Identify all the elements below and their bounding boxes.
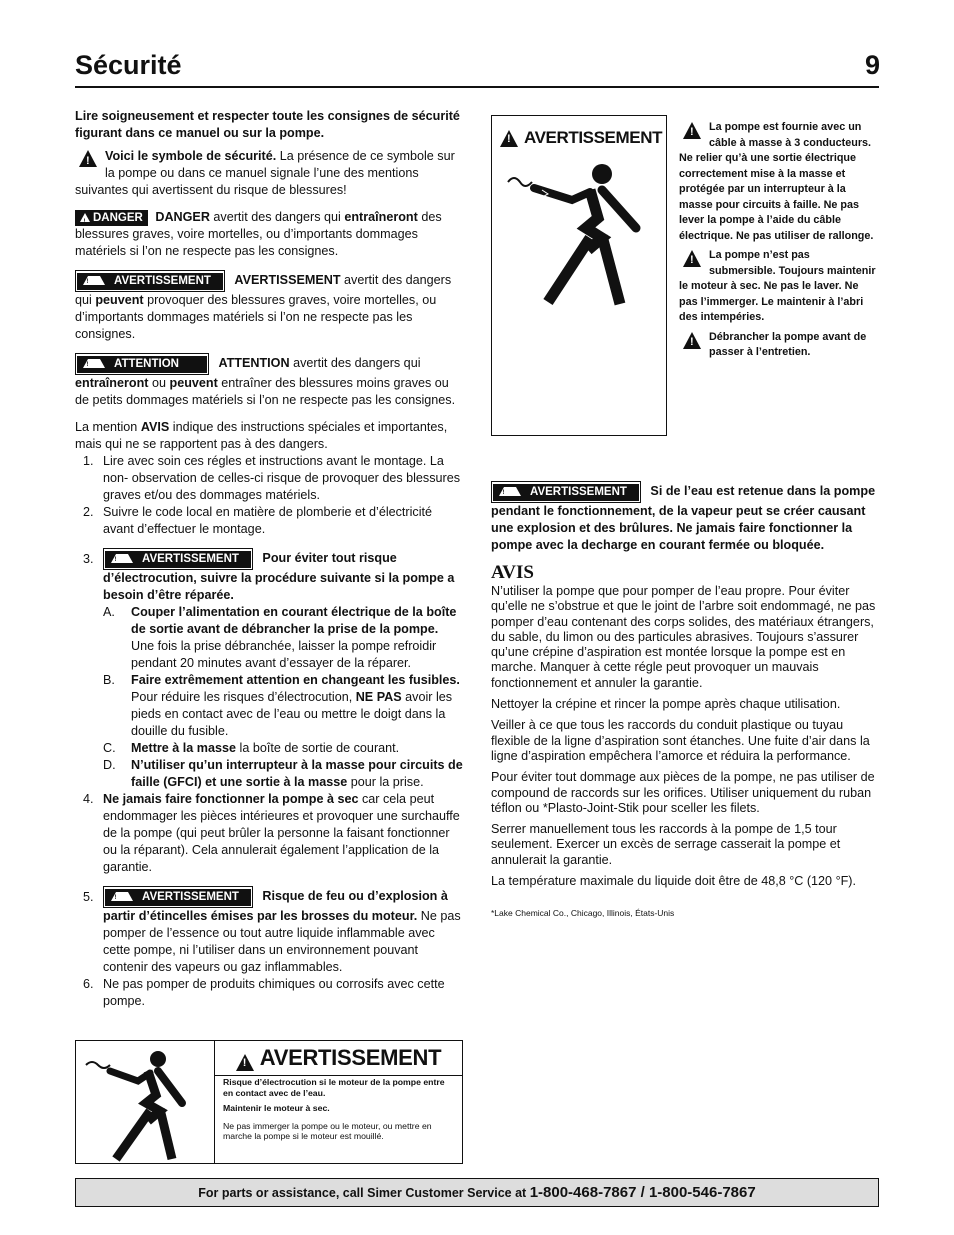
warning-badge	[103, 548, 253, 570]
footer-bar	[75, 1178, 879, 1207]
avis-item: Pour éviter tout dommage aux pièces de la pompe, ne pas utiliser de compound de raccords sur les orifices. Utiliser uniquement du ruban téflon ou *Plasto-Joint-Stik pour sceller les filets.	[491, 770, 875, 815]
list-item-bold: Ne jamais faire fonctionner la pompe à sec	[103, 792, 359, 806]
list-number: 1.	[83, 454, 94, 468]
attention-text: avertit des dangers qui	[289, 356, 421, 370]
list-item	[75, 504, 463, 538]
sub-letter: D.	[103, 758, 116, 772]
avis-bold: AVIS	[140, 420, 170, 434]
warning-badge-label: AVERTISSEMENT	[136, 890, 245, 905]
bottom-box-line-3: Ne pas immerger la pompe ou le moteur, ou mettre en marche la pompe si le moteur est mouillé.	[223, 1120, 432, 1141]
list-item-bold: Risque de feu ou d’explosion à partir d’étincelles émises par les brosses du moteur.	[103, 889, 448, 923]
sub-bold: N’utiliser qu’un interrupteur à la masse pour circuits de faille (GFCI) et une sortie à la masse	[131, 758, 463, 789]
avis-item: La température maximale du liquide doit être de 48,8 °C (120 °F).	[491, 874, 856, 889]
sub-text: Une fois la prise débranchée, laisser la pompe refroidir pendant 20 minutes avant d’essayer de la réparer.	[131, 639, 437, 670]
badge-warning-icon	[83, 274, 105, 285]
safety-list	[75, 453, 463, 1010]
badge-warning-icon	[499, 485, 521, 496]
list-item-text: car cela peut endommager les pièces intérieures et provoquer une surchauffe de la pompe (qui peut brûler la personne la faisant fonctionner ou la réparant). Cela annulerait également l’application de la garantie.	[103, 792, 460, 874]
right-warnings	[679, 120, 879, 361]
list-number: 2.	[83, 505, 94, 519]
warning-text-2: provoquer des blessures graves, voire mortelles, ou d’importants dommages matériels si l’on ne respecte pas les consignes.	[75, 293, 437, 341]
warning-badge-label: AVERTISSEMENT	[524, 485, 633, 500]
footnote: *Lake Chemical Co., Chicago, Illinois, États-Unis	[491, 908, 675, 919]
warning-triangle-icon	[236, 1054, 254, 1071]
attention-bold-2: entraîneront	[75, 376, 149, 390]
footer-phones: 1-800-468-7867 / 1-800-546-7867	[529, 1184, 756, 1201]
warning-badge	[103, 886, 253, 908]
danger-badge	[75, 210, 148, 226]
avis-item: Veiller à ce que tous les raccords du conduit plastique ou tuyau flexible de la ligne d’aspiration sont étanches. Une fuite d’air dans la ligne d’aspiration empêchera l’amorce et réduira la performance.	[491, 718, 870, 763]
warning-item	[679, 120, 879, 244]
sub-letter: B.	[103, 673, 115, 687]
warning-badge-label: AVERTISSEMENT	[108, 274, 217, 289]
warning-item-text: Débrancher la pompe avant de passer à l’entretien.	[709, 330, 867, 358]
list-item	[75, 791, 463, 876]
danger-bold-2: entraîneront	[344, 210, 418, 224]
steam-warning	[491, 481, 879, 554]
sub-item	[103, 740, 463, 757]
sub-letter: C.	[103, 741, 116, 755]
symbol-paragraph	[75, 148, 463, 199]
list-number: 6.	[83, 977, 94, 991]
page-title: Sécurité	[75, 50, 182, 80]
avis-item: N’utiliser la pompe que pour pomper de l’eau propre. Pour éviter qu’elle ne s’obstrue et que le joint de l’arbre soit endommagé, ne pas pomper d’eau contenant des corps solides, des matériaux étrangers, du sable, du limon ou des particules abrasives. Toujours s’assurer qu’une crépine d’aspiration est montée lorsque la pompe est en marche. Manquer à cette régle peut provoquer un mauvais fonctionnement et annuler la garantie.	[491, 584, 876, 690]
sub-text: Pour réduire les risques d’électrocution,	[131, 690, 356, 704]
danger-text-2: des blessures graves, voire mortelles, ou d’importants dommages matériels si l’on ne respecte pas les consignes.	[75, 210, 442, 258]
avis-heading: AVIS	[491, 562, 534, 583]
list-number: 4.	[83, 792, 94, 806]
page-number: 9	[864, 50, 880, 80]
list-number: 3.	[83, 552, 94, 566]
warning-bold: AVERTISSEMENT	[234, 273, 341, 287]
warning-badge-label: AVERTISSEMENT	[136, 552, 245, 567]
symbol-bold: Voici le symbole de sécurité.	[105, 149, 277, 163]
sub-bold: Mettre à la masse	[131, 741, 237, 755]
warning-paragraph	[75, 270, 463, 343]
avis-text-2: indique des instructions spéciales et importantes, mais qui ne se rapportent pas à des dangers.	[75, 420, 448, 451]
intro-text: Lire soigneusement et respecter toute les consignes de sécurité figurant dans ce manuel ou sur la pompe.	[75, 109, 460, 140]
warning-triangle-icon	[683, 250, 701, 267]
attention-badge	[75, 353, 209, 375]
sub-item	[103, 672, 463, 740]
list-number: 5.	[83, 890, 94, 904]
danger-badge-label: DANGER	[93, 212, 143, 224]
bottom-warning-box	[75, 1040, 463, 1164]
attention-paragraph	[75, 353, 463, 409]
list-item	[75, 886, 463, 976]
sub-bold: Faire extrêmement attention en changeant les fusibles.	[131, 673, 460, 687]
avis-item: Serrer manuellement tous les raccords à la pompe de 1,5 tour seulement. Exercer un excès de serrage casserait la pompe et annulerait la garantie.	[491, 822, 841, 867]
right-warning-box	[491, 115, 667, 436]
badge-warning-icon	[83, 357, 105, 368]
list-item-text: Ne pas pomper de produits chimiques ou corrosifs avec cette pompe.	[103, 977, 445, 1008]
warning-text: avertit des dangers qui	[75, 273, 452, 307]
badge-warning-icon	[80, 213, 90, 222]
steam-warning-text: Si de l’eau est retenue dans la pompe pendant le fonctionnement, de la vapeur peut se créer causant une explosion et des brûlures. Ne jamais faire fonctionner la pompe avec la decharge en courant fermée ou bloquée.	[491, 484, 876, 552]
bottom-box-title: AVERTISSEMENT	[259, 1045, 442, 1070]
badge-warning-icon	[111, 890, 133, 901]
list-item-text: Suivre le code local en matière de plomberie et d’électricité avant d’effectuer le montage.	[103, 505, 433, 536]
sub-bold: Couper l’alimentation en courant électrique de la boîte de sortie avant de débrancher la prise de la pompe.	[131, 605, 457, 636]
bottom-box-line-1: Risque d’électrocution si le moteur de la pompe entre en contact avec de l’eau.	[223, 1077, 445, 1098]
warning-item-text: La pompe est fournie avec un câble à masse à 3 conducteurs. Ne relier qu’à une sortie électrique correctement mise à la masse et protégée par un interrupteur à la masse pour circuits à faille. Ne pas lever la pompe à l’aide du câble électrique. Ne pas utiliser de rallonge.	[679, 121, 874, 242]
attention-text-3: entraîner des blessures moins graves ou de petits dommages matériels si l’on ne respecte pas les consignes.	[75, 376, 456, 407]
warning-badge	[491, 481, 641, 503]
avis-item: Nettoyer la crépine et rincer la pompe après chaque utilisation.	[491, 697, 841, 712]
warning-item-text: La pompe n’est pas submersible. Toujours maintenir le moteur à sec. Ne pas le laver. Ne pas l’immerger. Le maintenir à l’abri des intempéries.	[679, 249, 876, 323]
electrocution-pictogram	[76, 1041, 215, 1163]
danger-text: avertit des dangers qui	[209, 210, 345, 224]
list-item-text: Lire avec soin ces régles et instructions avant le montage. La non- observation de celles-ci risque de provoquer des blessures graves et/ou des dommages matériels.	[103, 454, 461, 502]
list-item	[75, 453, 463, 504]
warning-item	[679, 248, 879, 326]
sub-bold-2: NE PAS	[355, 690, 402, 704]
list-item-text: Ne pas pomper de l’essence ou tout autre liquide inflammable avec cette pompe, ni l’utiliser dans un environnement pouvant contenir des vapeurs ou gaz inflammables.	[103, 909, 461, 974]
warning-triangle-icon	[683, 122, 701, 139]
badge-warning-icon	[111, 552, 133, 563]
right-column	[491, 481, 879, 928]
danger-paragraph	[75, 209, 463, 260]
sub-item	[103, 604, 463, 672]
electrocution-icon	[76, 1041, 214, 1163]
symbol-text: La présence de ce symbole sur la pompe ou dans ce manuel signale l’une des mentions suivantes qui avertissent du risque de blessures!	[75, 149, 455, 197]
right-box-header	[500, 128, 662, 148]
header-rule	[75, 86, 879, 88]
danger-bold: DANGER	[155, 210, 210, 224]
attention-bold-3: peuvent	[169, 376, 218, 390]
footer-text: For parts or assistance, call Simer Customer Service at	[198, 1186, 530, 1200]
warning-triangle-icon	[683, 332, 701, 349]
list-item	[75, 548, 463, 791]
warning-item	[679, 330, 879, 361]
bottom-box-line-2: Maintenir le moteur à sec.	[223, 1103, 330, 1113]
warning-triangle-icon	[79, 150, 97, 167]
list-item	[75, 976, 463, 1010]
warning-badge	[75, 270, 225, 292]
bottom-box-body	[223, 1077, 453, 1142]
avis-paragraph	[75, 419, 463, 453]
attention-text-2: ou	[148, 376, 170, 390]
bottom-box-header	[215, 1041, 462, 1076]
warning-bold-2: peuvent	[95, 293, 144, 307]
list-item-bold: Pour éviter tout risque d’électrocution, suivre la procédure suivante si la pompe a besoin d’être réparée.	[103, 551, 455, 602]
avis-text: La mention	[75, 420, 141, 434]
sub-letter: A.	[103, 605, 115, 619]
sub-item	[103, 757, 463, 791]
attention-bold: ATTENTION	[218, 356, 290, 370]
attention-badge-label: ATTENTION	[108, 357, 185, 372]
left-column	[75, 108, 463, 1010]
electrocution-icon	[502, 156, 652, 306]
warning-triangle-icon	[500, 130, 518, 147]
right-box-title: AVERTISSEMENT	[524, 128, 663, 147]
sub-text: pour la prise.	[347, 775, 424, 789]
sub-text: la boîte de sortie de courant.	[236, 741, 400, 755]
sub-text-2: avoir les pieds en contact avec de l’eau ou mettre le doigt dans la douille du fusible.	[131, 690, 453, 738]
